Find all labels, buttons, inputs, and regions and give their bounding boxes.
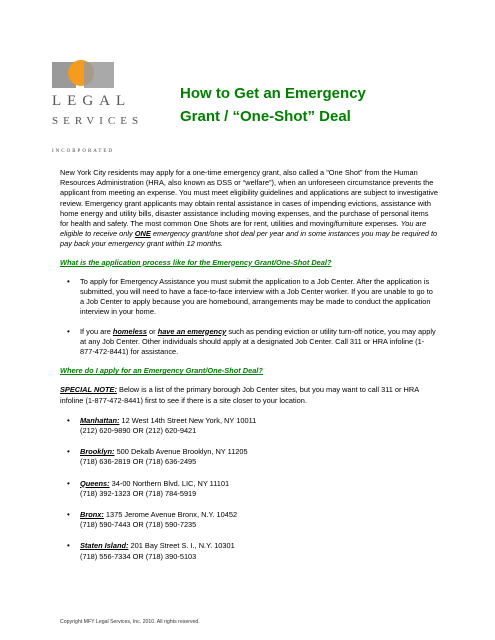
mfy-logo	[52, 60, 162, 170]
special-note	[60, 385, 438, 405]
location-phone: (212) 620-9890 OR (212) 620-9421	[80, 426, 197, 436]
bullet-text-pre: If you are	[80, 326, 111, 336]
location-address: 34-00 Northern Blvd. LIC, NY 11101	[111, 478, 230, 488]
section-heading-where: Where do I apply for an Emergency Grant/One-Shot Deal?	[60, 366, 263, 376]
list-item	[60, 447, 438, 467]
special-note-label: SPECIAL NOTE:	[60, 385, 117, 395]
location-name: Queens:	[80, 478, 110, 488]
location-name: Bronx:	[80, 510, 104, 520]
list-item	[60, 479, 438, 499]
logo-word-legal: LEGAL	[52, 93, 132, 109]
location-name: Staten Island:	[80, 541, 129, 551]
intro-italic-before: You are eligible to receive only	[60, 219, 427, 239]
list-item	[60, 327, 438, 358]
bullet-text: To apply for Emergency Assistance you must submit the application to a Job Center. After the application is submitted, you will need to have a face-to-face interview with a Job Center worker. If you are unable to go to a Job Center to apply because you are homebound, arrangements may be made to conduct the application interview in your home.	[80, 276, 433, 317]
bullet-text-post: such as pending eviction or utility turn-off notice, you may apply at any Job Center. Other individuals should apply at a designated Job Center. Call 311 or HRA infoline (1-877-472-8441) for assistance.	[80, 326, 436, 357]
location-phone: (718) 392-1323 OR (718) 784-5919	[80, 488, 197, 498]
intro-text: New York City residents may apply for a one-time emergency grant, also called a "One Shot" from the Human Resources Administration (HRA, also known as DSS or “welfare”), when an unforeseen circumstance prevents the applicant from meeting an expense. You must meet eligibility guidelines and applications are subject to investigative review. Emergency grant applicants may obtain rental assistance in cases of impending evictions, assistance with home energy and utility bills, disaster assistance including moving expenses, and the purchase of personal items for health and safety. The most common One Shots are for rent, utilities and moving/furniture expenses.	[60, 168, 438, 229]
location-address: 12 West 14th Street New York, NY 10011	[121, 415, 257, 425]
location-phone: (718) 636-2819 OR (718) 636-2495	[80, 457, 197, 467]
emphasis-homeless: homeless	[112, 326, 147, 336]
process-list	[60, 277, 438, 357]
bullet-text-or: or	[149, 326, 156, 336]
list-item	[60, 277, 438, 318]
location-address: 1375 Jerome Avenue Bronx, N.Y. 10452	[105, 510, 238, 520]
list-item	[60, 541, 438, 561]
document-body	[60, 168, 438, 573]
intro-paragraph	[60, 168, 438, 250]
location-phone: (718) 590-7443 OR (718) 590-7235	[80, 520, 197, 530]
location-address: 500 Dekalb Avenue Brooklyn, NY 11205	[116, 447, 248, 457]
title-line-2: Grant / “One-Shot” Deal	[180, 108, 351, 125]
location-name: Manhattan:	[80, 415, 120, 425]
job-center-list	[60, 416, 438, 562]
location-address: 201 Bay Street S. I., N.Y. 10301	[130, 541, 235, 551]
section-heading-process: What is the application process like for the Emergency Grant/One-Shot Deal?	[60, 257, 332, 267]
list-item	[60, 416, 438, 436]
intro-italic-after: emergency grant/one shot deal per year and in some instances you may be required to pay back your emergency grant within 12 months.	[60, 229, 438, 249]
list-item	[60, 510, 438, 530]
location-name: Brooklyn:	[80, 447, 115, 457]
location-phone: (718) 556-7334 OR (718) 390-5103	[80, 551, 197, 561]
logo-word-incorporated: INCORPORATED	[52, 149, 115, 154]
logo-word-services: SERVICES	[52, 115, 144, 127]
copyright-footer: Copyright MFY Legal Services, Inc. 2010. All rights reserved.	[60, 619, 200, 625]
emphasis-emergency: have an emergency	[157, 326, 227, 336]
mfy-logo-mark-icon	[52, 60, 112, 90]
special-note-text: Below is a list of the primary borough Job Center sites, but you may want to call 311 or HRA infoline (1-877-472-8441) first to see if there is a site closer to your location.	[60, 385, 419, 405]
page-title	[180, 82, 440, 128]
intro-one-emphasis: ONE	[134, 229, 151, 239]
title-line-1: How to Get an Emergency	[180, 85, 366, 102]
